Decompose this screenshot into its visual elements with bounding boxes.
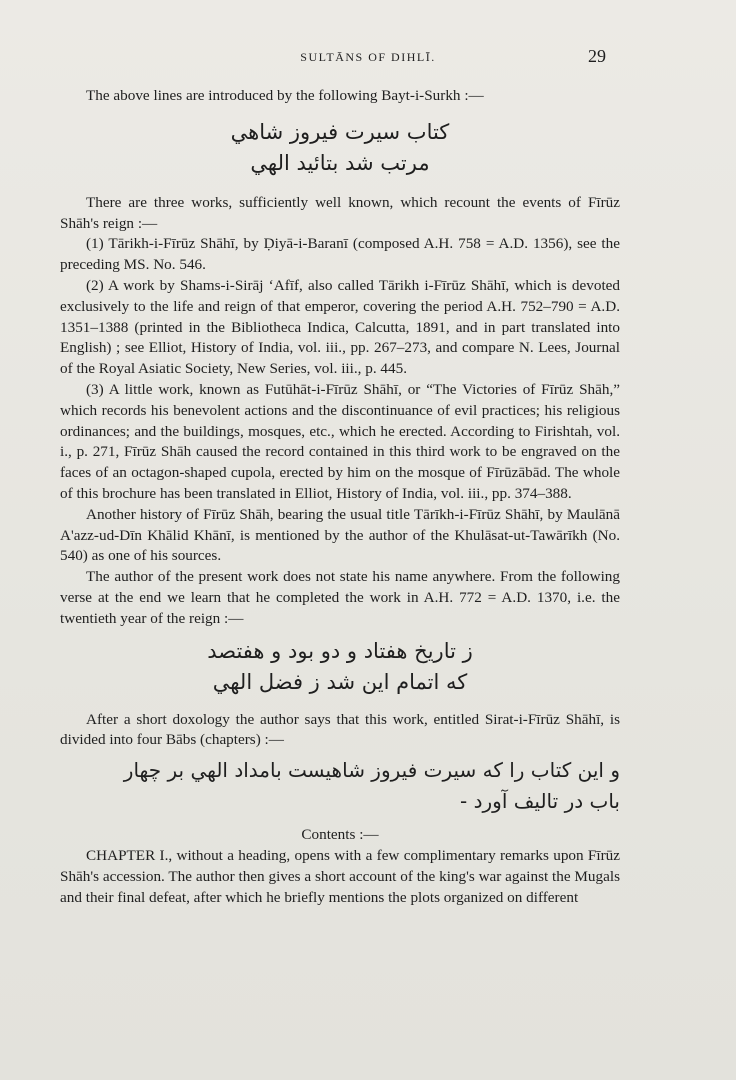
intro-paragraph: The above lines are introduced by the following Bayt-i-Surkh :— (86, 87, 484, 104)
persian-verse-2 (60, 636, 620, 698)
works-paragraph: There are three works, sufficiently well known, which recount the events of Fīrūz Shāh's reign :— (60, 193, 620, 232)
author-paragraph: The author of the present work does not state his name anywhere. From the following verse at the end we learn that he completed the work in A.H. 772 = A.D. 1370, i.e. the twentieth year of the reign :— (60, 568, 620, 627)
work-3-paragraph: (3) A little work, known as Futūhāt-i-Fīrūz Shāhī, or “The Victories of Fīrūz Shāh,” which records his benevolent actions and the discontinuance of evil practices; his religious ordinances; and the buildings, mosques, etc., which he erected. According to Firishtah, vol. i., p. 271, Fīrūz Shāh caused the record contained in this third work to be engraved on the faces of an octagon-shaped cupola, erected by him on the mosque of Fīrūzābād. The whole of this brochure has been translated in Elliot, History of India, vol. iii., pp. 374–388. (60, 380, 620, 502)
running-header: SULTĀNS OF DIHLĪ. (300, 50, 436, 64)
persian-line: باب در تالیف آورد - (460, 789, 620, 814)
chapter-1-paragraph: CHAPTER I., without a heading, opens with a few complimentary remarks upon Fīrūz Shāh's accession. The author then gives a short account of the king's war against the Mugals and their final defeat, after which he briefly mentions the plots organized on different (60, 846, 620, 906)
persian-line: که اتمام این شد ز فضل الهي (212, 669, 468, 694)
doxology-paragraph: After a short doxology the author says that this work, entitled Sirat-i-Fīrūz Shāhī, is divided into four Bābs (chapters) :— (60, 710, 620, 749)
another-history-paragraph: Another history of Fīrūz Shāh, bearing the usual title Tārīkh-i-Fīrūz Shāhī, by Maulānā A'azz-ud-Dīn Khālid Khānī, is mentioned by the author of the Khulāsat-ut-Tawārīkh (No. 540) as one of his sources. (60, 505, 620, 565)
persian-line: مرتب شد بتائید الهي (250, 150, 430, 175)
persian-couplet-1 (60, 117, 620, 179)
work-2-paragraph: (2) A work by Shams-i-Sirāj ‘Afīf, also called Tārikh i-Fīrūz Shāhī, which is devoted exclusively to the life and reign of that emperor, covering the period A.H. 752–790 = A.D. 1351–1388 (printed in the Bibliotheca Indica, Calcutta, 1891, and in part translated into English) ; see Elliot, History of India, vol. iii., pp. 267–273, and compare N. Lees, Journal of the Royal Asiatic Society, New Series, vol. iii., p. 445. (60, 276, 620, 378)
persian-line: کتاب سیرت فیروز شاهي (230, 119, 450, 144)
persian-line: ز تاریخ هفتاد و دو بود و هفتصد (207, 638, 473, 663)
persian-line: و این کتاب را که سیرت فیروز شاهیست بامداد الهي بر چهار (123, 758, 620, 783)
work-1-paragraph: (1) Tārikh-i-Fīrūz Shāhī, by Ḍiyā-i-Baranī (composed A.H. 758 = A.D. 1356), see the preceding MS. No. 546. (60, 235, 620, 274)
persian-quote-3 (60, 755, 620, 817)
body-text (60, 86, 620, 908)
page-number: 29 (588, 46, 606, 66)
contents-heading: Contents :— (301, 826, 379, 844)
